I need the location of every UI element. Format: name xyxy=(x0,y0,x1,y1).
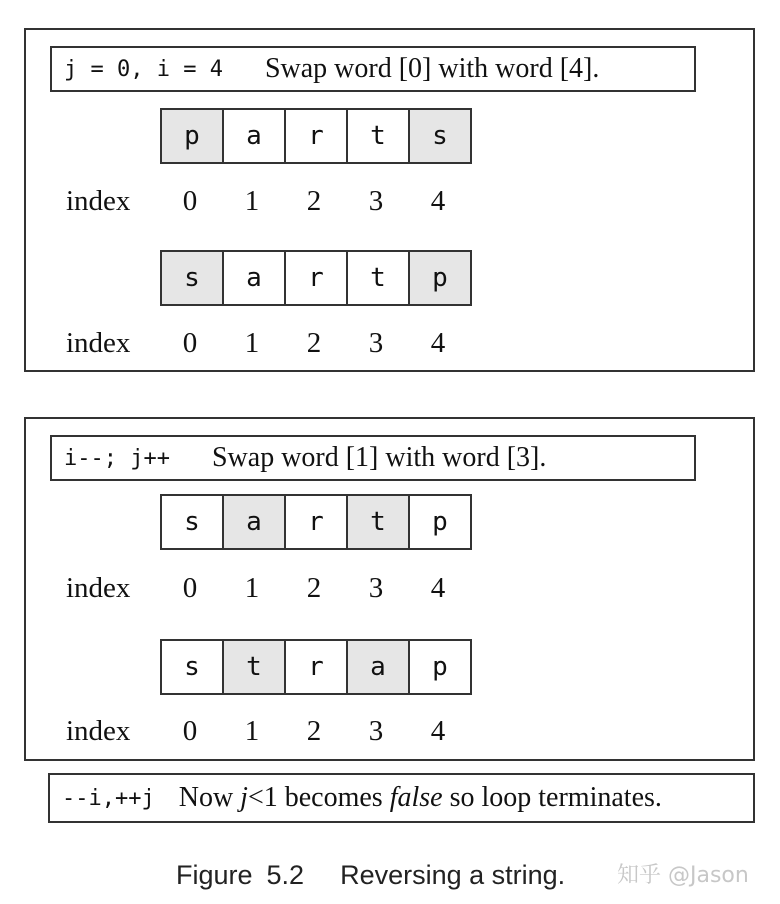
index-number: 1 xyxy=(244,715,260,747)
index-number: 1 xyxy=(244,327,260,359)
index-label: index xyxy=(66,327,131,359)
caption-label: Figure xyxy=(176,860,253,890)
watermark: 知乎 @Jason xyxy=(617,863,749,888)
array-cell: r xyxy=(284,108,348,164)
array-row-after-2 xyxy=(160,639,472,695)
caption-title: Reversing a string. xyxy=(340,860,566,890)
index-label: index xyxy=(66,185,131,217)
false-keyword: false xyxy=(389,782,443,813)
caption-number: 5.2 xyxy=(266,860,305,890)
index-number: 4 xyxy=(430,572,446,604)
index-label: index xyxy=(66,715,131,747)
array-cell: t xyxy=(346,494,410,550)
step-panel-2 xyxy=(24,417,755,761)
array-cell: r xyxy=(284,250,348,306)
index-number: 0 xyxy=(182,715,198,747)
index-number: 4 xyxy=(430,185,446,217)
index-row xyxy=(66,572,470,605)
index-number: 1 xyxy=(244,185,260,217)
array-cell: r xyxy=(284,494,348,550)
array-cell: s xyxy=(160,250,224,306)
index-number: 2 xyxy=(306,572,322,604)
index-number: 3 xyxy=(368,185,384,217)
index-number: 0 xyxy=(182,327,198,359)
array-cell: p xyxy=(408,639,472,695)
array-cell: a xyxy=(222,250,286,306)
termination-note xyxy=(48,773,755,823)
index-number: 3 xyxy=(368,715,384,747)
index-number: 3 xyxy=(368,572,384,604)
array-cell: s xyxy=(408,108,472,164)
index-number: 4 xyxy=(430,715,446,747)
step-code-2: i--; j++ xyxy=(64,445,170,471)
step-panel-1 xyxy=(24,28,755,372)
termination-text-end: so loop terminates. xyxy=(442,782,662,813)
figure-caption xyxy=(176,860,565,891)
index-number: 2 xyxy=(306,185,322,217)
index-number: 0 xyxy=(182,185,198,217)
array-row-before-2 xyxy=(160,494,472,550)
index-row xyxy=(66,715,470,748)
index-row xyxy=(66,185,470,218)
index-number: 2 xyxy=(306,327,322,359)
index-number: 0 xyxy=(182,572,198,604)
array-row-before-1 xyxy=(160,108,472,164)
termination-code: --i,++j xyxy=(62,785,155,811)
index-number: 2 xyxy=(306,715,322,747)
step-description-2: Swap word [1] with word [3]. xyxy=(211,442,547,473)
array-cell: t xyxy=(346,250,410,306)
array-cell: s xyxy=(160,494,224,550)
array-cell: a xyxy=(346,639,410,695)
index-label: index xyxy=(66,572,131,604)
termination-text-mid: <1 becomes xyxy=(247,782,390,813)
step-header-1 xyxy=(50,46,696,92)
termination-text xyxy=(179,782,662,814)
array-cell: s xyxy=(160,639,224,695)
array-cell: a xyxy=(222,108,286,164)
array-cell: p xyxy=(408,494,472,550)
index-number: 3 xyxy=(368,327,384,359)
termination-text-start: Now xyxy=(178,782,241,813)
array-row-after-1 xyxy=(160,250,472,306)
index-row xyxy=(66,327,470,360)
step-description-1: Swap word [0] with word [4]. xyxy=(264,53,600,84)
step-code-1: j = 0, i = 4 xyxy=(64,56,223,82)
array-cell: a xyxy=(222,494,286,550)
array-cell: p xyxy=(160,108,224,164)
array-cell: t xyxy=(222,639,286,695)
array-cell: p xyxy=(408,250,472,306)
loop-variable: j xyxy=(240,782,248,813)
step-header-2 xyxy=(50,435,696,481)
index-number: 4 xyxy=(430,327,446,359)
array-cell: r xyxy=(284,639,348,695)
array-cell: t xyxy=(346,108,410,164)
index-number: 1 xyxy=(244,572,260,604)
